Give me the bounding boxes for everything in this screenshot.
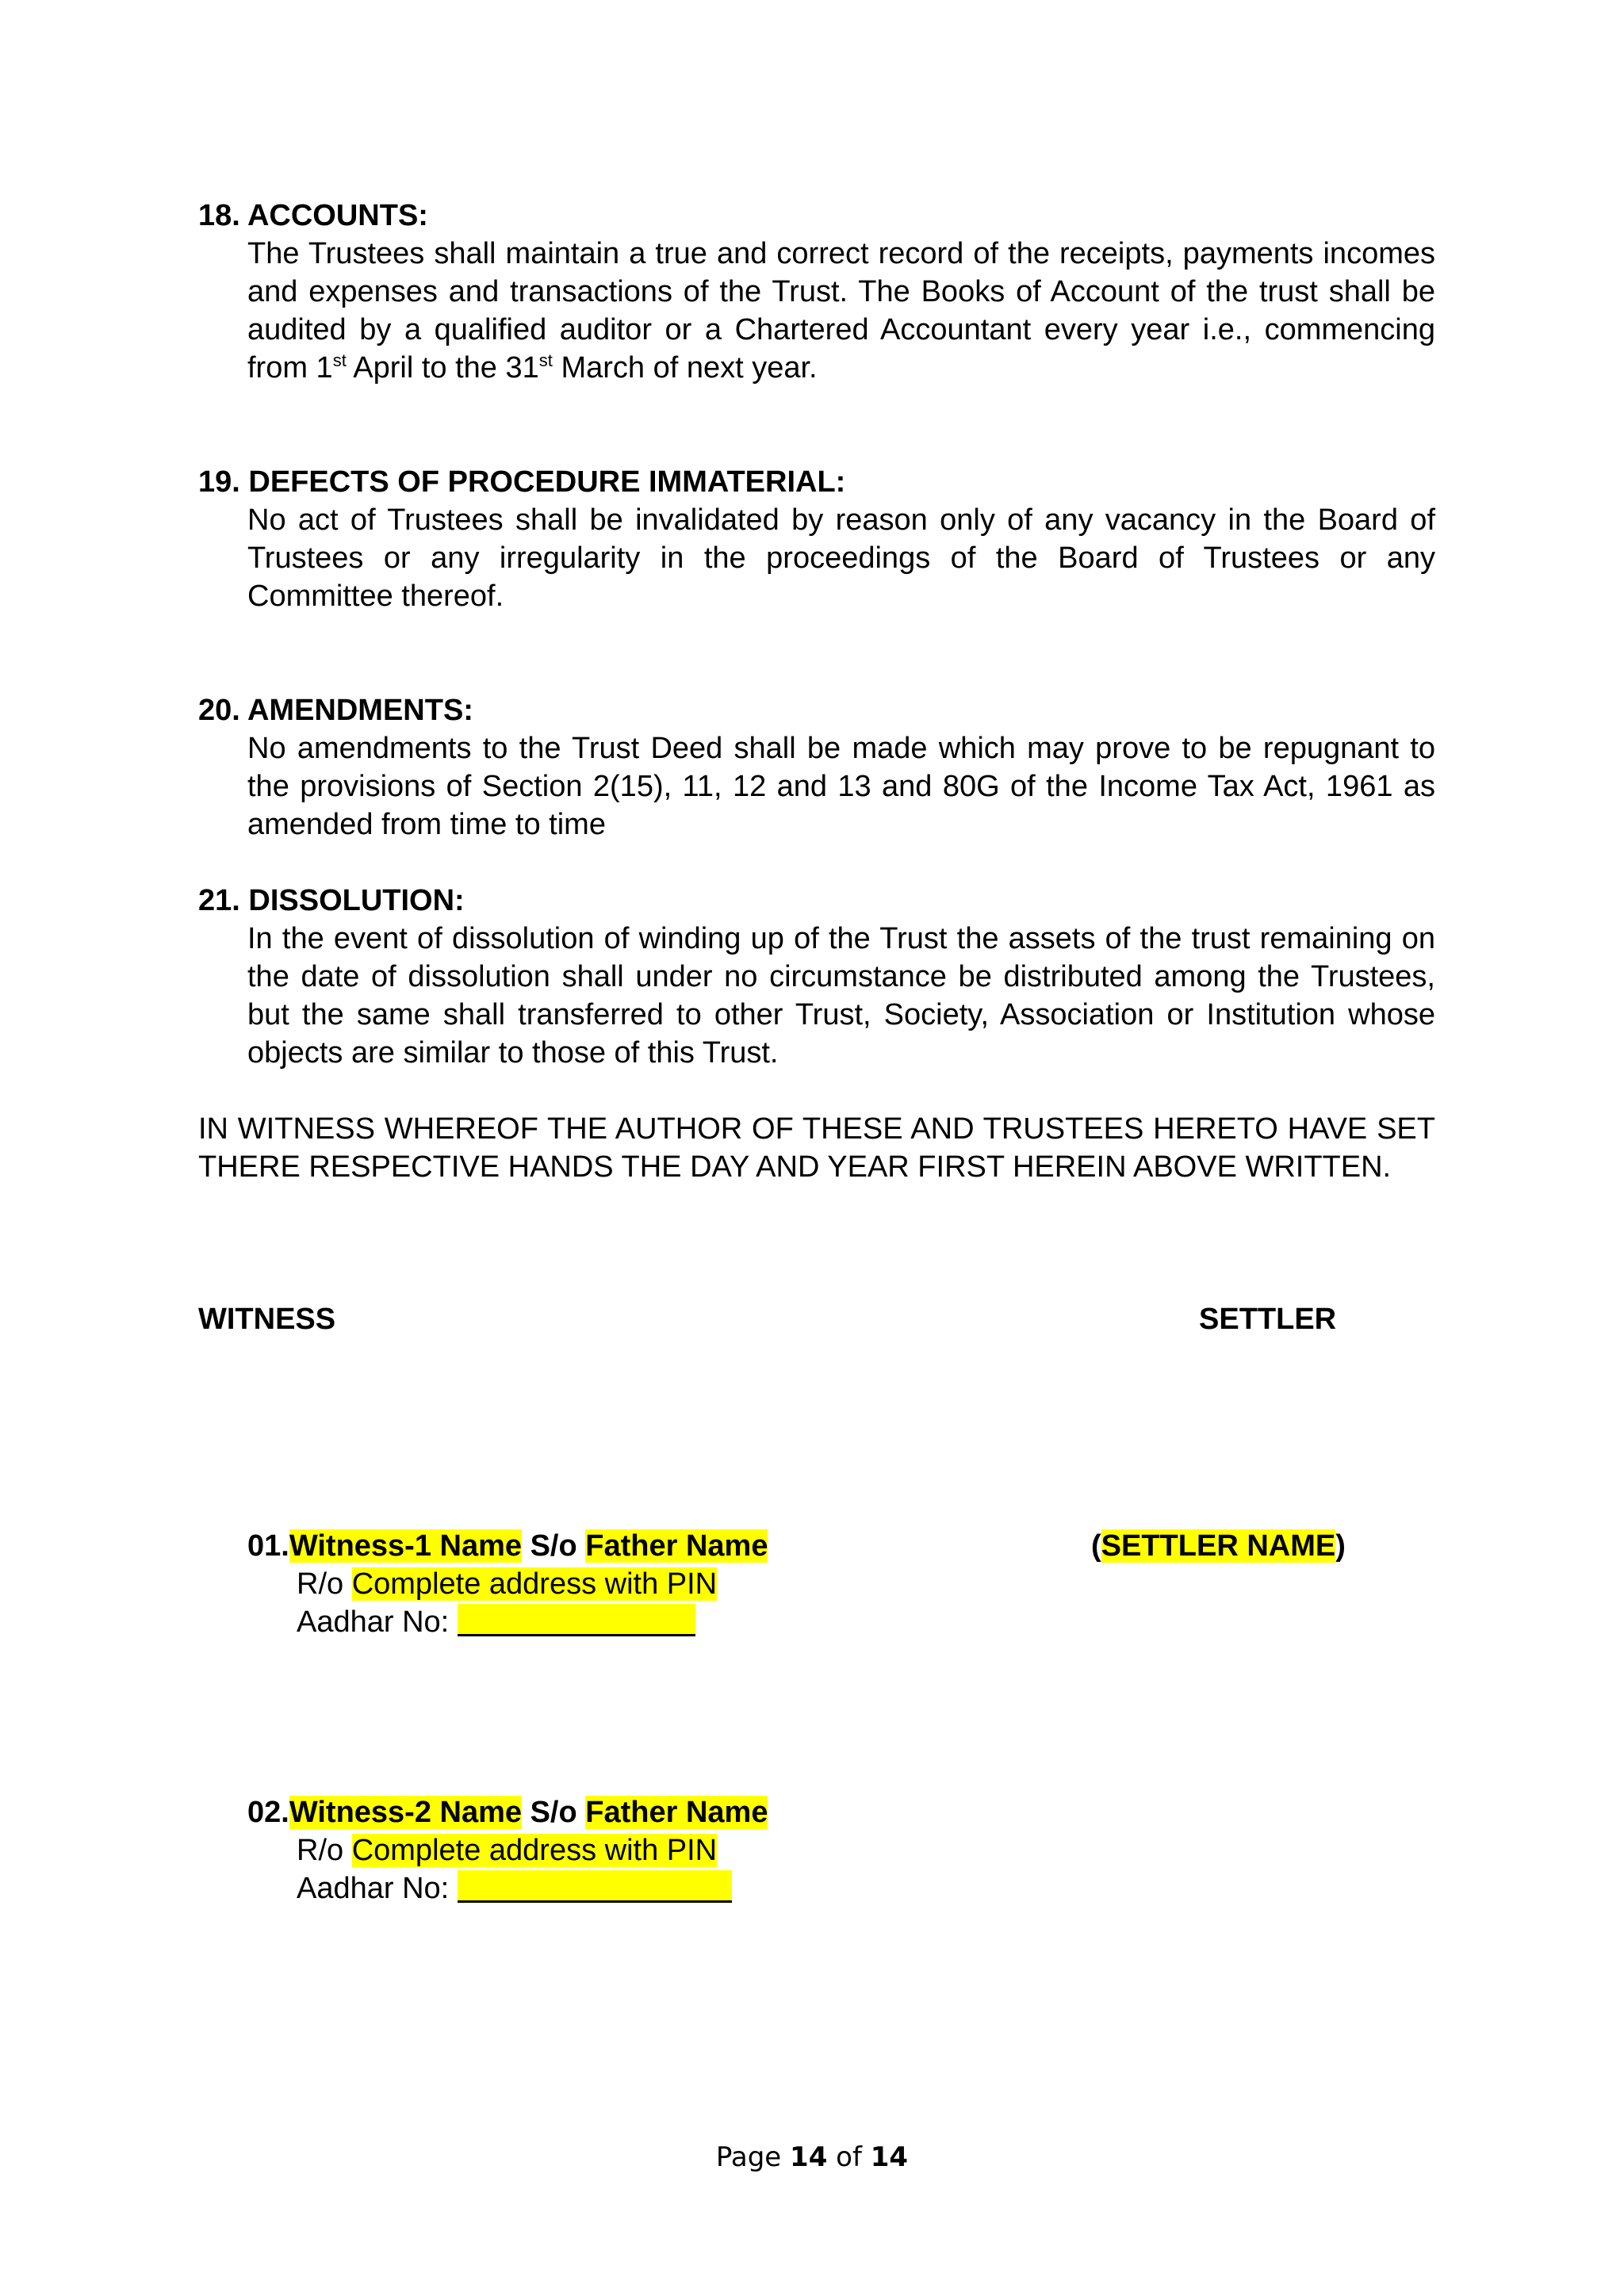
total-page-number: 14 (870, 2141, 909, 2173)
section-heading: 18. ACCOUNTS: (198, 199, 428, 232)
settler-label: SETTLER (1199, 1303, 1337, 1336)
section-heading: 21. DISSOLUTION: (198, 884, 465, 917)
witness-aadhar-line: Aadhar No: (247, 1603, 961, 1641)
witness-name-line: 01.Witness-1 Name S/o Father Name (247, 1529, 768, 1563)
section-dissolution (198, 882, 1435, 1072)
section-text: No act of Trustees shall be invalidated by reason only of any vacancy in the Board of Trustees or any irregularity in the proceedings of the Board of Trustees or any Committee thereof. (247, 503, 1435, 613)
settler-name-field[interactable]: SETTLER NAME (1101, 1529, 1336, 1563)
current-page-number: 14 (790, 2141, 828, 2173)
page-footer: Page 14 of 14 (715, 2141, 909, 2173)
section-amendments (198, 691, 1435, 844)
address-field[interactable]: Complete address with PIN (351, 1567, 718, 1601)
father-name-field[interactable]: Father Name (585, 1796, 768, 1829)
section-text: In the event of dissolution of winding up of the Trust the assets of the trust remaining on the date of dissolution shall under no circumstance be distributed among the Trustees, but the same shall transferred to other Trust, Society, Association or Institution whose objects are similar to those of this Trust. (247, 922, 1435, 1070)
witness-clause (198, 1110, 1435, 1186)
section-heading: 20. AMENDMENTS: (198, 694, 473, 727)
father-name-field[interactable]: Father Name (585, 1529, 768, 1563)
witness-address-line: R/o Complete address with PIN (297, 1834, 718, 1867)
witness-aadhar-line: Aadhar No: (247, 1869, 961, 1908)
aadhar-blank-field[interactable] (458, 1604, 695, 1636)
witness-name-field[interactable]: Witness-2 Name (289, 1796, 523, 1829)
section-text: No amendments to the Trust Deed shall be made which may prove to be repugnant to the provisions of Section 2(15), 11, 12 and 13 and 80G of the Income Tax Act, 1961 as amended from time to time (247, 732, 1435, 841)
witness-name-field[interactable]: Witness-1 Name (289, 1529, 523, 1563)
witness-name-line: 02.Witness-2 Name S/o Father Name (247, 1796, 768, 1829)
witness-label: WITNESS (198, 1303, 336, 1336)
section-heading: 19. DEFECTS OF PROCEDURE IMMATERIAL: (198, 465, 846, 499)
section-text: The Trustees shall maintain a true and correct record of the receipts, payments incomes and expenses and transactions of the Trust. The Books of Account of the trust shall be audited by a qualified auditor or a Chartered Accountant every year i.e., commencing from 1st April to the 31st March of next year. (247, 237, 1435, 385)
settler-name-line: (SETTLER NAME) (1091, 1529, 1346, 1563)
section-defects (198, 463, 1435, 615)
address-field[interactable]: Complete address with PIN (351, 1834, 718, 1867)
witness-address-line: R/o Complete address with PIN (297, 1567, 718, 1601)
section-accounts (198, 197, 1435, 387)
witness-clause-text: IN WITNESS WHEREOF THE AUTHOR OF THESE AND TRUSTEES HERETO HAVE SET THERE RESPECTIVE HANDS THE DAY AND YEAR FIRST HEREIN ABOVE WRITTEN. (198, 1112, 1435, 1184)
witness-entry-2 (247, 1793, 961, 1908)
aadhar-blank-field[interactable] (458, 1870, 732, 1903)
witness-entry-1 (247, 1527, 961, 1641)
